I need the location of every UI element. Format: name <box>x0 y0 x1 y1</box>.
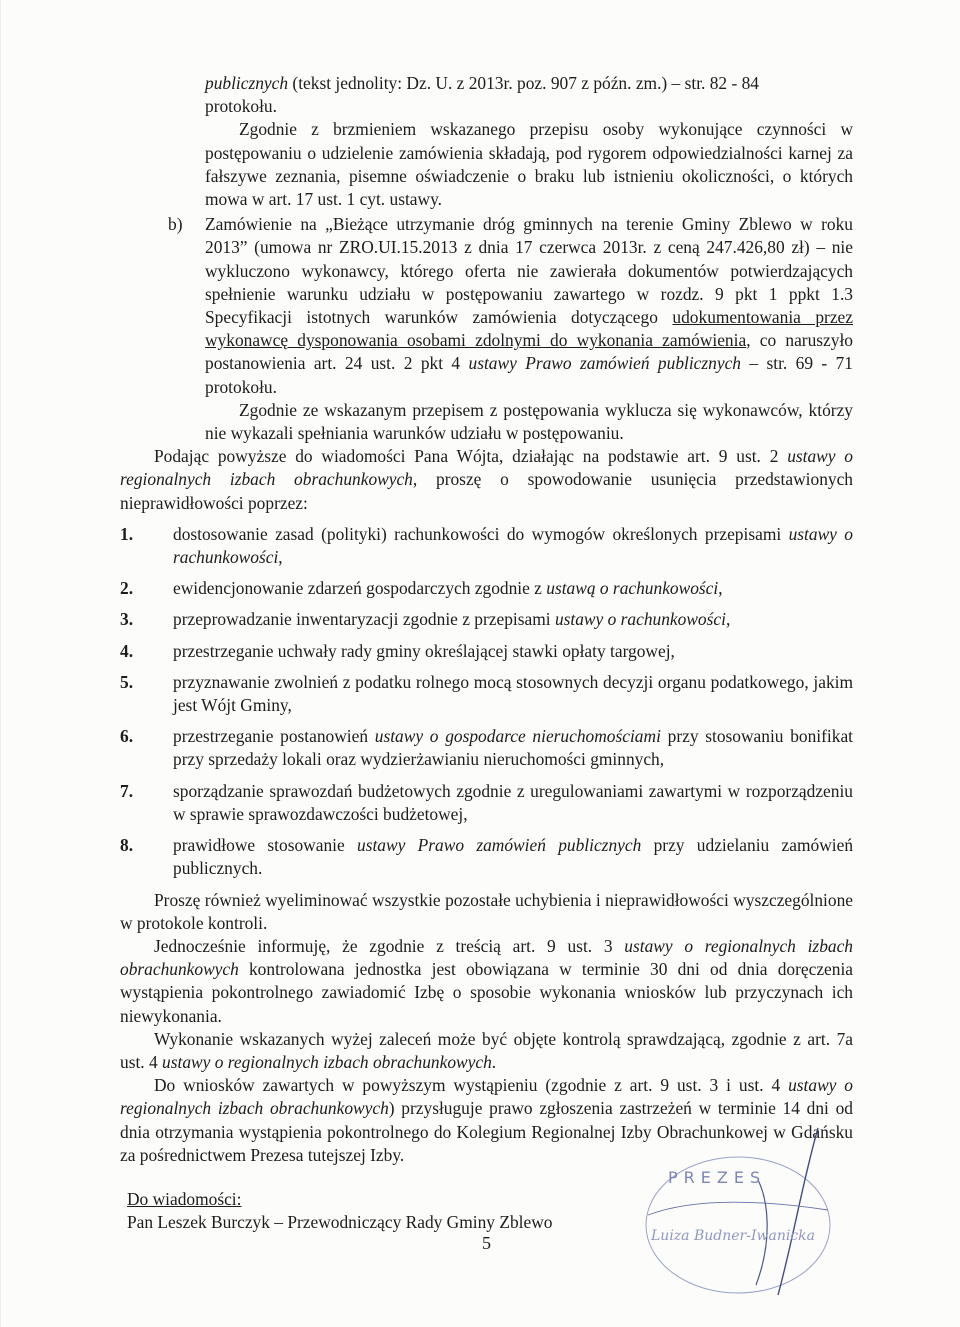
italic-text: ustawą o rachunkowości <box>546 578 719 599</box>
italic-text: ustawy o rachunkowości <box>173 523 853 568</box>
list-item-number: 1. <box>120 523 134 544</box>
text: sporządzanie sprawozdań budżetowych zgodnie z uregulowaniami zawartymi w rozporządzeniu w sprawie sprawozdawczości budżetowej, <box>173 780 853 824</box>
list-item-number: 4. <box>120 640 134 661</box>
list-item <box>120 608 853 631</box>
text: przyznawanie zwolnień z podatku rolnego mocą stosownych decyzji organu podatkowego, jakim jest Wójt Gminy, <box>173 671 853 716</box>
list-item <box>120 834 853 880</box>
distribution-list <box>127 1188 552 1234</box>
text: , <box>725 609 731 630</box>
text: – str. 69 - 71 protokołu. <box>205 353 853 397</box>
italic-text: publicznych <box>205 73 289 93</box>
list-item-number: 7. <box>120 780 134 801</box>
item-b-note: Zgodnie ze wskazanym przepisem z postępowania wyklucza się wykonawców, którzy nie wykazali spełniania warunków udziału w postępowaniu. <box>205 399 853 444</box>
underlined-text: udokumentowania przez wykonawcę dysponowania osobami zdolnymi do wykonania zamówienia <box>205 307 853 351</box>
recommendations-list <box>120 523 853 881</box>
page-number: 5 <box>482 1233 491 1253</box>
text: dostosowanie zasad (polityki) rachunkowości do wymogów określonych przepisami <box>173 523 789 544</box>
list-item <box>120 577 853 600</box>
text: (tekst jednolity: Dz. U. z 2013r. poz. 907 z późn. zm.) – str. 82 - 84 <box>288 73 759 93</box>
stamp-title: PREZES <box>668 1168 767 1187</box>
list-item-number: 5. <box>120 671 134 692</box>
italic-text: ustawy o rachunkowości <box>554 609 726 630</box>
italic-text: ustawy o gospodarce nieruchomościami <box>374 726 661 747</box>
list-item <box>120 780 853 826</box>
italic-text: ustawy o regionalnych izbach obrachunkowych <box>120 446 853 490</box>
text: , proszę o spowodowanie usunięcia przedstawionych nieprawidłowości poprzez: <box>120 469 853 513</box>
text: Wykonanie wskazanych wyżej zaleceń może być objęte kontrolą sprawdzającą, zgodnie z art. 7a ust. 4 <box>120 1028 853 1072</box>
text: przestrzeganie postanowień <box>173 726 375 747</box>
signature-stroke <box>778 1128 818 1295</box>
list-item-number: 2. <box>120 578 134 599</box>
italic-text: ustawy Prawo zamówień publicznych <box>357 835 642 856</box>
text: . <box>491 1051 497 1072</box>
text: Jednocześnie informuję, że zgodnie z treścią art. 9 ust. 3 <box>154 935 625 956</box>
italic-text: ustawy o regionalnych izbach obrachunkowych <box>162 1051 492 1072</box>
list-item <box>120 640 853 663</box>
signature-stroke <box>648 1202 828 1215</box>
item-b-text <box>205 213 853 399</box>
text: przy udzielaniu zamówień publicznych. <box>173 835 854 879</box>
para-continuation <box>120 72 853 118</box>
italic-text: ustawy Prawo zamówień publicznych <box>468 353 741 374</box>
item-b-label: b) <box>168 214 183 235</box>
list-item <box>120 725 853 771</box>
text: Podając powyższe do wiadomości Pana Wójta, działając na podstawie art. 9 ust. 2 <box>154 446 788 467</box>
list-item <box>120 671 853 717</box>
italic-text: ustawy o regionalnych izbach obrachunkowych <box>120 935 853 980</box>
text: Do wniosków zawartych w powyższym wystąpieniu (zgodnie z art. 9 ust. 3 i ust. 4 <box>154 1075 789 1096</box>
list-item-number: 8. <box>120 835 134 856</box>
item-b <box>120 213 853 445</box>
text: , <box>718 578 723 599</box>
document-body <box>120 72 853 1167</box>
stamp-name: Luiza Budner-Iwanicka <box>651 1228 815 1244</box>
distribution-recipient: Pan Leszek Burczyk – Przewodniczący Rady Gminy Zblewo <box>127 1212 553 1232</box>
signature-stamp <box>628 1120 858 1320</box>
distribution-heading: Do wiadomości: <box>127 1189 242 1209</box>
text: ewidencjonowanie zdarzeń gospodarczych zgodnie z <box>173 578 547 599</box>
text: przestrzeganie uchwały rady gminy określającej stawki opłaty targowej, <box>173 640 675 661</box>
text: , co naruszyło postanowienia art. 24 ust. 2 pkt 4 <box>205 330 854 374</box>
para-statement: Zgodnie z brzmieniem wskazanego przepisu osoby wykonujące czynności w postępowaniu o udzielenie zamówienia składają, pod rygorem odpowiedzialności karnej za fałszywe zeznania, pisemne oświadczenie o braku lub istnieniu okoliczności, o których mowa w art. 17 ust. 1 cyt. ustawy. <box>205 119 853 210</box>
para-exec <box>120 1028 853 1074</box>
para-also: Proszę również wyeliminować wszystkie pozostałe uchybienia i nieprawidłowości wyszczególnione w protokole kontroli. <box>120 889 853 933</box>
text: Zamówienie na „Bieżące utrzymanie dróg gminnych na terenie Gminy Zblewo w roku 2013” (umowa nr ZRO.UI.15.2013 z dnia 17 czerwca 2013r. z ceną 247.426,80 zł) – nie wykluczono wykonawcy, którego oferta nie zawierała dokumentów potwierdzających spełnienie warunku udziału w postępowaniu zawartego w rozdz. 9 pkt 1 ppkt 1.3 Specyfikacji istotnych warunków zamówienia dotyczącego <box>205 214 853 328</box>
text: przeprowadzanie inwentaryzacji zgodnie z przepisami <box>173 609 555 630</box>
text: prawidłowe stosowanie <box>173 835 358 856</box>
list-item-number: 6. <box>120 726 134 747</box>
text: przy stosowaniu bonifikat przy sprzedaży lokali oraz wydzierżawianiu nieruchomości gminnych, <box>173 726 854 770</box>
text: , <box>278 547 283 568</box>
text: protokołu. <box>205 96 277 117</box>
list-item <box>120 523 853 569</box>
text: ) przysługuje prawo zgłoszenia zastrzeżeń w terminie 14 dni od dnia otrzymania wystąpienia pokontrolnego do Kolegium Regionalnej Izby Obrachunkowej w Gdańsku za pośrednictwem Prezesa tutejszej Izby. <box>120 1098 853 1165</box>
para-inform <box>120 935 853 1028</box>
italic-text: ustawy o regionalnych izbach obrachunkowych <box>120 1075 853 1119</box>
para-request <box>120 445 853 515</box>
list-item-number: 3. <box>120 609 134 630</box>
text: kontrolowana jednostka jest obowiązana w terminie 30 dni od dnia doręczenia wystąpienia pokontrolnego zawiadomić Izbę o sposobie wykonania wniosków lub przyczynach ich niewykonania. <box>120 959 853 1026</box>
